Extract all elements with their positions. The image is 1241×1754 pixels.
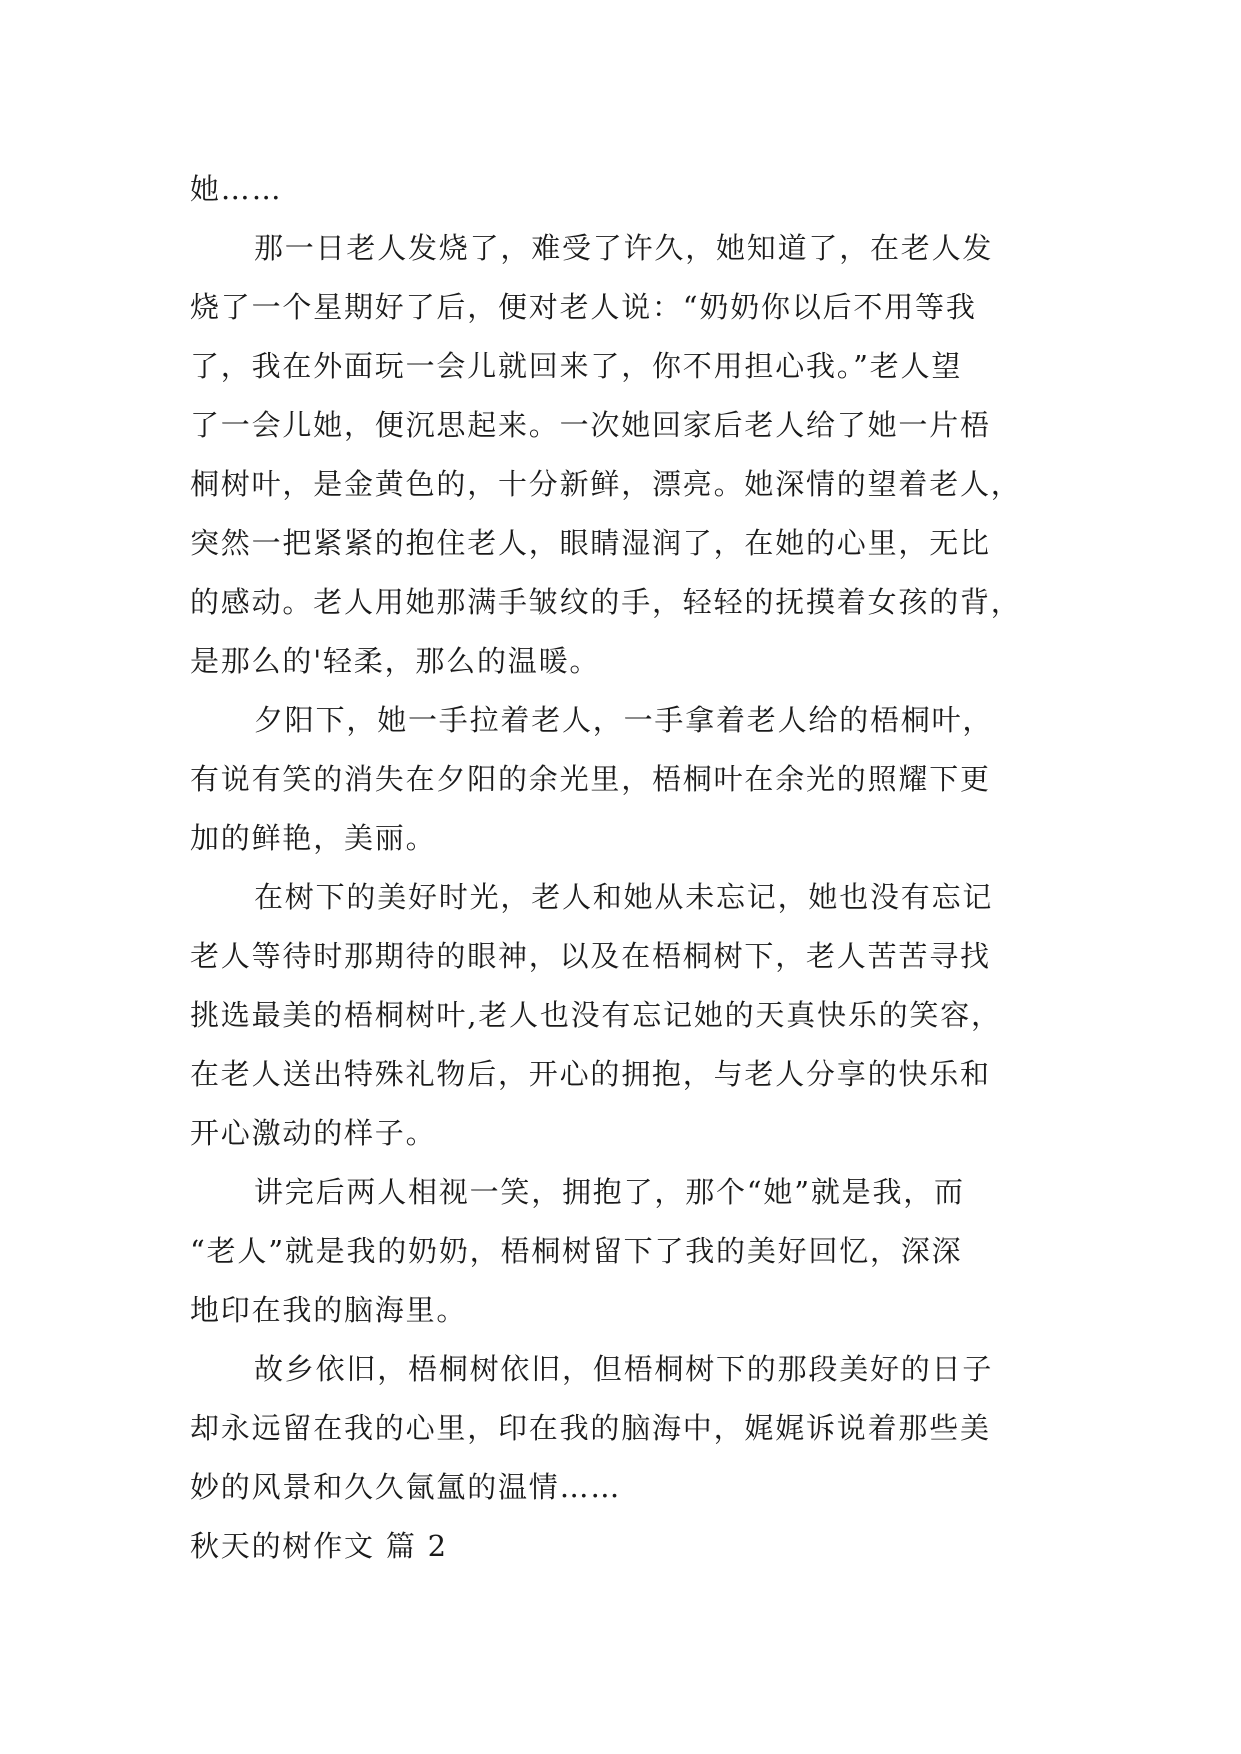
text-line: 讲完后两人相视一笑，拥抱了，那个“她”就是我，而	[254, 1175, 965, 1209]
paragraph-4	[190, 1163, 1060, 1340]
text-line: 在树下的美好时光，老人和她从未忘记，她也没有忘记	[254, 880, 994, 914]
paragraph-0	[190, 160, 1060, 219]
text-line: 地印在我的脑海里。	[190, 1293, 468, 1327]
text-line: 故乡依旧，梧桐树依旧，但梧桐树下的那段美好的日子	[254, 1352, 994, 1386]
text-line: 了一会儿她，便沉思起来。一次她回家后老人给了她一片梧	[190, 408, 991, 442]
paragraph-3	[190, 868, 1060, 1163]
paragraph-1	[190, 219, 1060, 691]
text-line: 却永远留在我的心里，印在我的脑海中，娓娓诉说着那些美	[190, 1411, 991, 1445]
text-line: 妙的风景和久久氤氲的温情……	[190, 1470, 622, 1504]
text-line: 那一日老人发烧了，难受了许久，她知道了，在老人发	[254, 231, 994, 265]
text-line: 桐树叶，是金黄色的，十分新鲜，漂亮。她深情的望着老人，	[190, 467, 1022, 501]
paragraph-5	[190, 1340, 1060, 1517]
section-heading: 秋天的树作文 篇 2	[190, 1529, 448, 1563]
text-line: 在老人送出特殊礼物后，开心的拥抱，与老人分享的快乐和	[190, 1057, 991, 1091]
text-line: 有说有笑的消失在夕阳的余光里，梧桐叶在余光的照耀下更	[190, 762, 991, 796]
text-line: 的感动。老人用她那满手皱纹的手，轻轻的抚摸着女孩的背，	[190, 585, 1022, 619]
text-line: 了，我在外面玩一会儿就回来了，你不用担心我。”老人望	[190, 349, 963, 383]
text-line: 夕阳下，她一手拉着老人，一手拿着老人给的梧桐叶，	[254, 703, 994, 737]
text-line: 挑选最美的梧桐树叶,老人也没有忘记她的天真快乐的笑容，	[190, 998, 1002, 1032]
text-line: 老人等待时那期待的眼神，以及在梧桐树下，老人苦苦寻找	[190, 939, 991, 973]
text-line: 突然一把紧紧的抱住老人，眼睛湿润了，在她的心里，无比	[190, 526, 991, 560]
text-line: 她……	[190, 172, 283, 206]
text-line: 烧了一个星期好了后，便对老人说：“奶奶你以后不用等我	[190, 290, 977, 324]
text-line: “老人”就是我的奶奶，梧桐树留下了我的美好回忆，深深	[190, 1234, 963, 1268]
text-line: 加的鲜艳，美丽。	[190, 821, 437, 855]
paragraph-2	[190, 691, 1060, 868]
document-page	[190, 160, 1060, 1576]
text-line: 是那么的'轻柔，那么的温暖。	[190, 644, 601, 678]
text-line: 开心激动的样子。	[190, 1116, 437, 1150]
